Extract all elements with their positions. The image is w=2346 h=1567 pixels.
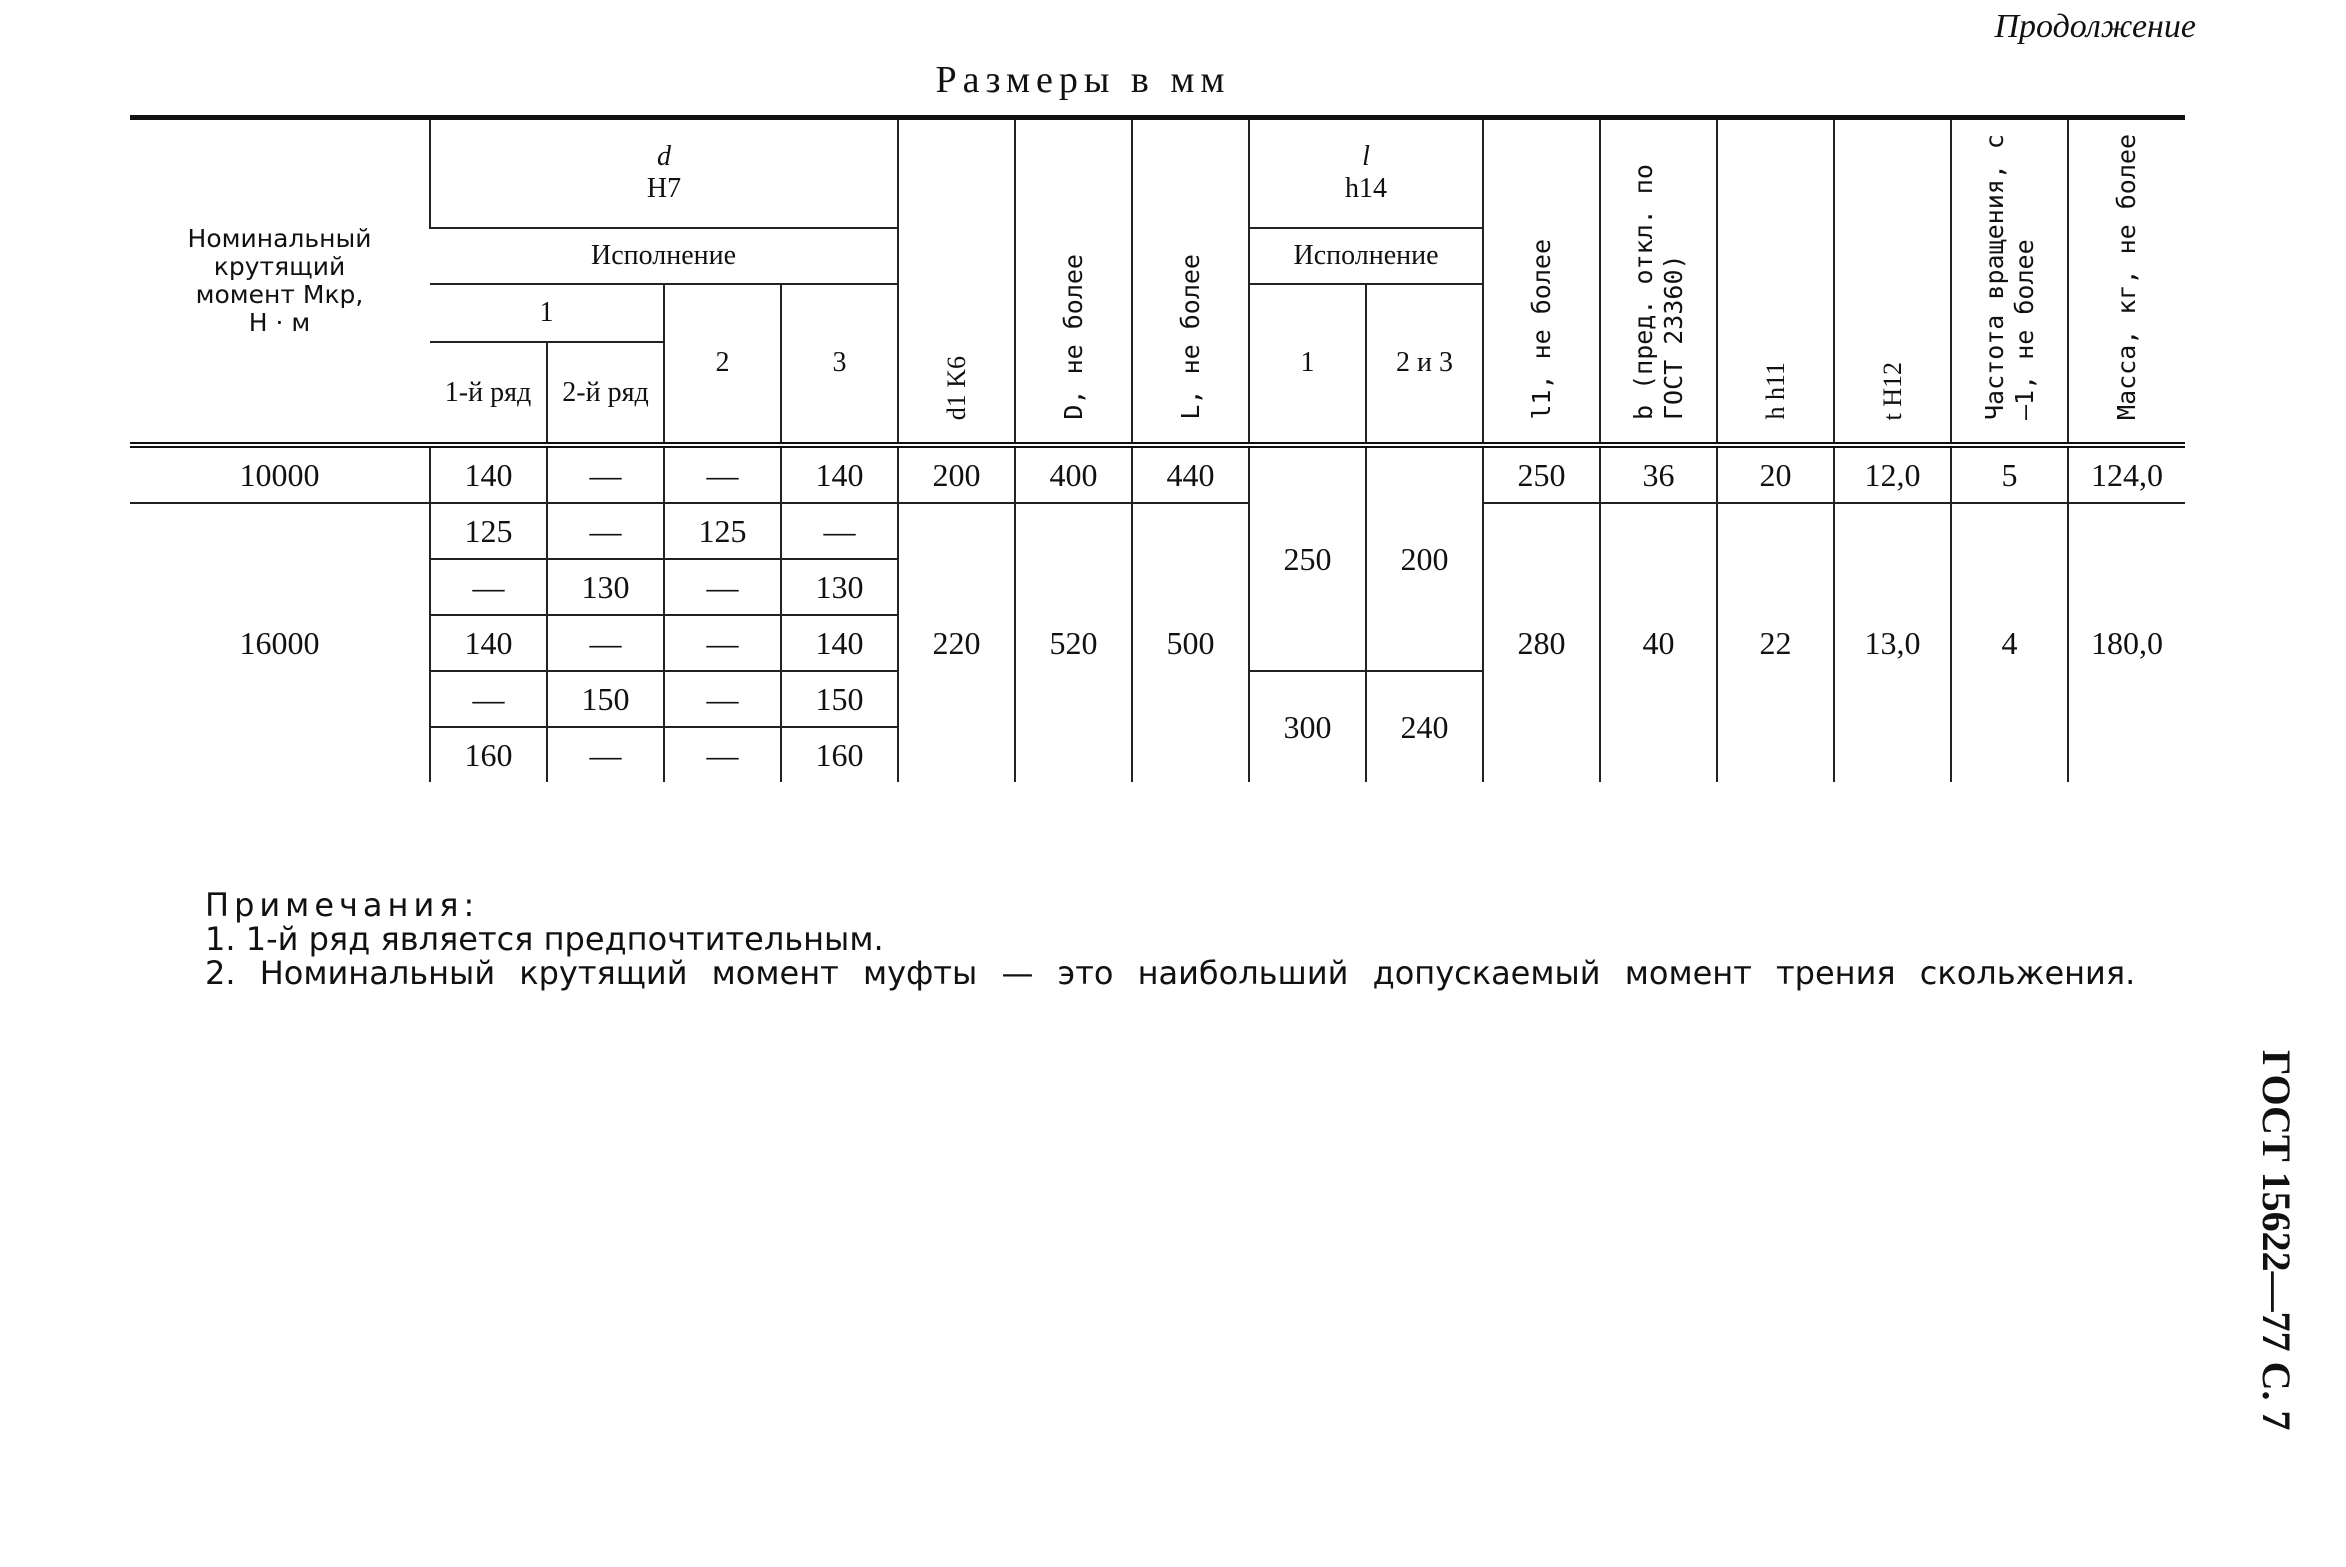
units-caption: Размеры в мм <box>935 59 1231 101</box>
note-item: 2. Номинальный крутящий момент муфты — это наибольший допускаемый момент трения скольжения. <box>205 954 2136 992</box>
header-exec-1: 1 <box>430 284 664 343</box>
header-d: d H7 <box>430 118 898 228</box>
header-exec-3: 3 <box>781 284 898 446</box>
l-exec-23-value: 200 <box>1366 445 1483 671</box>
header-L: L, не более <box>1132 118 1249 446</box>
header-h: h h11 <box>1717 118 1834 446</box>
table-row: 10000 140 — — 140 200 400 440 250 200 250 36 20 12,0 5 124,0 <box>130 445 2185 503</box>
table-row: — 150 — 150 300 240 <box>130 671 2185 727</box>
notes-title: Примечания: <box>205 886 480 924</box>
header-d1: d1 K6 <box>898 118 1015 446</box>
table-row: 140 — — 140 <box>130 615 2185 671</box>
header-t: t H12 <box>1834 118 1951 446</box>
table-row: 16000 125 — 125 — 220 520 500 280 40 22 13,0 4 180,0 <box>130 503 2185 559</box>
header-D: D, не более <box>1015 118 1132 446</box>
note-item: 1. 1-й ряд является предпочтительным. <box>205 920 884 958</box>
l-exec-1-value: 250 <box>1249 445 1366 671</box>
header-mass: Масса, кг, не более <box>2068 118 2185 446</box>
table-row: 160 — — 160 <box>130 727 2185 782</box>
header-row-1: 1-й ряд <box>430 342 547 445</box>
header-l: l h14 <box>1249 118 1483 228</box>
coupling-dimensions-table <box>130 115 2185 782</box>
header-torque: Номинальный крутящий момент Mкр, Н · м <box>130 118 430 446</box>
header-b: b (пред. откл. по ГОСТ 23360) <box>1600 118 1717 446</box>
header-l1: l1, не более <box>1483 118 1600 446</box>
header-frequency: Частота вращения, с—1, не более <box>1951 118 2068 446</box>
header-exec-2: 2 <box>664 284 781 446</box>
notes <box>205 888 2135 990</box>
standard-page-label: ГОСТ 15622—77 С. 7 <box>2254 1050 2299 1431</box>
header-l-exec-23: 2 и 3 <box>1366 284 1483 446</box>
table-row: — 130 — 130 <box>130 559 2185 615</box>
header-l-exec-1: 1 <box>1249 284 1366 446</box>
header-d-execution: Исполнение <box>430 228 898 284</box>
continuation-label: Продолжение <box>1994 8 2196 45</box>
header-l-execution: Исполнение <box>1249 228 1483 284</box>
header-row-2: 2-й ряд <box>547 342 664 445</box>
